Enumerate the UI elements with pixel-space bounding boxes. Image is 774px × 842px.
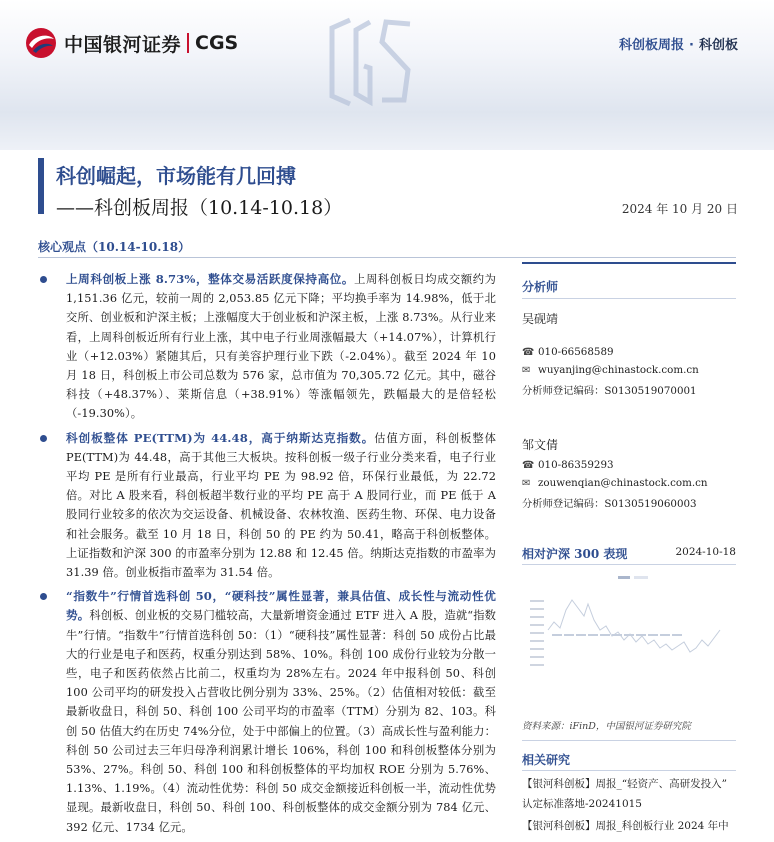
core-view-heading: 核心观点（10.14-10.18） — [38, 240, 191, 254]
bullet-highlight: 上周科创板上涨 8.73%，整体交易活跃度保持高位。 — [66, 272, 355, 286]
related-link[interactable]: 认定标准落地-20241015 — [522, 798, 642, 810]
brand-separator — [187, 33, 189, 53]
header-banner — [0, 0, 774, 150]
report-category-label: 科创板 — [698, 38, 738, 53]
bullet-text: 科创板、创业板的交易门槛较高，大量新增资金通过 ETF 进入 A 股，造就“指数牛”行情。“指数牛”行情首选科创 50：（1）“硬科技”属性显著：科创 50 成份占比最大的行业是电子和医药，权重分别达到 58%、10%。科创 100 成份行业较为分散一些，电子和医药依然占比前二，权重均为 28%左右。2024 年中报科创 50、科创 100 公司平均的研发投入占营收比例分别为 33%、25%。（2）估值相对较低：截至最新收盘日，科创 50、科创 100 公司平均的市盈率（TTM）分别为 82、103。科创 50 估值大约在历史 74%分位，处于中部偏上的位置。（3）高成长性与盈利能力：科创 50 公司过去三年归母净利润累计增长 106%，科创 100 和科创板整体分别为 53%、27%。科创 50、科创 100 和科创板整体的平均加权 ROE 分别为 5.76%、1.13%、1.19%。（4）流动性优势：科创 50 成交金额接近科创板一半，流动性优势显现。最新收盘日，科创 50、科创 100、科创板整体的成交金额分别为 784 亿元、392 亿元、1734 亿元。 — [66, 609, 497, 834]
phone-icon: ☎ — [522, 347, 535, 358]
analyst-email-text: wuyanjing@chinastock.com.cn — [538, 364, 699, 376]
bullet-point — [38, 270, 496, 424]
chart-divider — [522, 564, 736, 565]
chart-axis-ticks — [530, 600, 544, 666]
header-separator: · — [689, 38, 694, 53]
core-divider — [38, 257, 736, 258]
analyst-registration: 分析师登记编码：S0130519070001 — [522, 385, 697, 397]
analyst-name: 吴砚靖 — [522, 312, 559, 326]
analyst-phone-text: 010-66568589 — [538, 346, 614, 358]
report-type-label: 科创板周报 — [619, 38, 685, 53]
analyst-phone — [522, 346, 614, 358]
cgs-watermark-icon — [320, 8, 430, 113]
related-heading: 相关研究 — [522, 753, 571, 767]
brand-name-en: CGS — [195, 32, 239, 54]
bullet-highlight: 科创板整体 PE(TTM)为 44.48，高于纳斯达克指数。 — [66, 430, 375, 445]
bullet-paragraph — [66, 270, 496, 424]
title-accent-bar — [38, 158, 44, 214]
sidebar-top-rule — [522, 262, 736, 264]
main-column — [38, 270, 496, 842]
bullet-dot-icon — [40, 435, 47, 442]
bullet-point — [38, 587, 496, 837]
analyst-email[interactable] — [522, 477, 708, 489]
chart-mini-bars — [552, 634, 682, 636]
related-top-rule — [522, 740, 736, 741]
bullet-dot-icon — [40, 593, 47, 600]
related-link[interactable]: 【银河科创板】周报_科创板行业 2024 年中 — [522, 820, 729, 832]
related-link[interactable]: 【银河科创板】周报_“轻资产、高研发投入” — [522, 778, 727, 790]
analysts-heading: 分析师 — [522, 280, 559, 294]
galaxy-logo-icon — [24, 26, 58, 60]
email-icon: ✉ — [522, 478, 531, 489]
bullet-point — [38, 429, 496, 583]
legend-swatch-b — [634, 576, 648, 579]
analyst-registration: 分析师登记编码：S0130519060003 — [522, 498, 697, 510]
related-divider — [522, 770, 736, 771]
analyst-phone-text: 010-86359293 — [538, 459, 614, 471]
chart-heading: 相对沪深 300 表现 — [522, 547, 628, 561]
email-icon: ✉ — [522, 365, 531, 376]
bullet-paragraph — [66, 587, 496, 837]
bullet-paragraph — [66, 429, 496, 583]
report-title: 科创崛起，市场能有几回搏 — [56, 164, 296, 188]
analyst-email-text: zouwenqian@chinastock.com.cn — [538, 477, 708, 489]
brand-logo[interactable] — [24, 26, 238, 60]
relative-performance-chart — [522, 570, 736, 708]
bullet-text: 估值方面，科创板整体 PE(TTM)为 44.48，高于其他三大板块。按科创板一级子行业分类来看，电子行业平均 PE 是所有行业最高，行业平均 PE 为 98.92 倍，环保行业最低，为 22.72 倍。对比 A 股来看，科创板超半数行业的平均 PE 高于 A 股同行业，而 PE 低于 A 股同行业较多的依次为交运设备、机械设备、农林牧渔、医药生物、环保、电力设备和社会服务。截至 10 月 18 日，科创 50 的 PE 约为 50.41，略高于科创板整体。上证指数和沪深 300 的市盈率分别为 12.88 和 12.45 倍。纳斯达克指数的市盈率为 31.39 倍。创业板指市盈率为 31.54 倍。 — [66, 431, 496, 580]
phone-icon: ☎ — [522, 460, 535, 471]
chart-series-line — [548, 600, 720, 652]
brand-name-cn: 中国银河证券 — [64, 33, 182, 56]
chart-date: 2024-10-18 — [675, 546, 736, 558]
bullet-dot-icon — [40, 276, 47, 283]
analyst-email[interactable] — [522, 364, 699, 376]
header-report-type — [619, 34, 738, 53]
report-date: 2024 年 10 月 20 日 — [621, 202, 738, 216]
analyst-phone — [522, 459, 614, 471]
bullet-text: 上周科创板日均成交额约为 1,151.36 亿元，较前一周的 2,053.85 亿元下降；平均换手率为 14.98%，低于北交所、创业板和沪深主板；上涨幅度大于创业板和沪深主板，上涨 8.73%。从行业来看，上周科创板近所有行业上涨，其中电子行业周涨幅最大（+14.07%），计算机行业（+12.03%）紧随其后，只有美容护理行业下跌（-2.04%）。截至 2024 年 10 月 18 日，科创板上市公司总数为 576 家，总市值为 70,305.72 亿元。其中，磁谷科技（+48.37%）、莱斯信息（+38.91%）等涨幅领先，跌幅最大的是倍轻松（-19.30%）。 — [66, 273, 496, 421]
legend-swatch-a — [618, 576, 630, 579]
report-subtitle: ——科创板周报（10.14-10.18） — [56, 197, 343, 219]
analyst-name: 邹文倩 — [522, 438, 559, 452]
analysts-divider — [522, 298, 736, 299]
chart-legend — [618, 576, 648, 579]
bullet-highlight: “指数牛”行情首选科创 50，“硬科技”属性显著，兼具估值、成长性与流动性优势。 — [66, 589, 496, 623]
chart-source: 资料来源：iFinD，中国银河证券研究院 — [522, 721, 691, 732]
